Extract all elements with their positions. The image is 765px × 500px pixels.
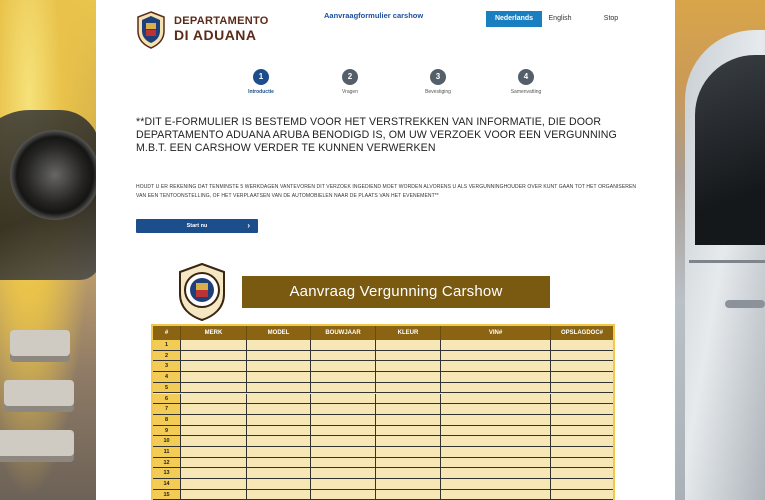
table-cell [551,404,613,414]
table-cell [311,458,376,468]
step-number: 2 [342,69,358,85]
intro-headline: **DIT E-FORMULIER IS BESTEMD VOOR HET VERSTREKKEN VAN INFORMATIE, DIE DOOR DEPARTAMENTO ADUANA ARUBA BENODIGD IS, OM UW VERZOEK VOOR EEN VERGUNNING M.B.T. EEN CARSHOW VERDER TE KUNNEN VERWERKEN [136,116,617,154]
table-cell [441,490,551,500]
column-header: # [153,326,181,340]
table-cell [376,383,441,393]
table-cell [376,490,441,500]
table-cell [376,351,441,361]
table-cell [551,383,613,393]
table-cell [376,468,441,478]
row-number: 6 [153,394,181,404]
row-number: 10 [153,436,181,446]
step-number: 3 [430,69,446,85]
table-cell [441,458,551,468]
brand-line2: DI ADUANA [174,27,257,43]
row-number: 13 [153,468,181,478]
row-number: 5 [153,383,181,393]
table-cell [441,361,551,371]
table-header [153,326,613,340]
table-cell [376,426,441,436]
table-cell [181,458,247,468]
step-label: Vragen [342,89,358,95]
table-cell [311,383,376,393]
brand-name [174,15,269,43]
table-row [153,404,613,415]
table-cell [441,340,551,350]
customs-logo-icon [136,11,166,49]
table-cell [551,372,613,382]
column-header: MODEL [247,326,311,340]
table-cell [247,426,311,436]
table-cell [311,372,376,382]
table-cell [181,383,247,393]
row-number: 8 [153,415,181,425]
row-number: 9 [153,426,181,436]
table-cell [551,361,613,371]
stop-link[interactable]: Stop [603,15,619,22]
start-button[interactable] [136,219,258,233]
table-row [153,490,613,500]
column-header: KLEUR [376,326,441,340]
table-cell [311,447,376,457]
table-cell [247,383,311,393]
table-row [153,351,613,362]
car-window-shape [695,55,765,245]
step-label: Samenvatting [510,89,542,95]
car-trim-line [689,260,765,263]
row-number: 1 [153,340,181,350]
table-cell [551,351,613,361]
table-cell [247,479,311,489]
table-row [153,372,613,383]
table-cell [181,361,247,371]
table-cell [441,383,551,393]
step-bevestiging[interactable] [408,69,468,95]
intro-note: HOUDT U ER REKENING DAT TENMINSTE 5 WERKDAGEN VANTEVOREN DIT VERZOEK INGEDIEND MOET WORDEN ALVORENS U ALS VERGUNNINGHOUDER OVER KUNT GAAN TOT HET ORGANISEREN VAN EEN TENTOONSTELLING, OF HET VERPLAATSEN VAN DE AUTOMOBIELEN NAAR DE PLAATS VAN HET EVENEMENT** [136,184,637,199]
row-number: 12 [153,458,181,468]
step-number: 4 [518,69,534,85]
language-button-en[interactable]: English [548,15,572,22]
parking-curb [4,380,74,406]
table-row [153,340,613,351]
table-cell [247,404,311,414]
chevron-right-icon: › [247,221,250,230]
table-cell [551,340,613,350]
table-cell [376,479,441,489]
column-header: BOUWJAAR [311,326,376,340]
table-cell [311,340,376,350]
table-cell [376,404,441,414]
page-content [96,0,675,500]
wheel-shape [10,130,96,220]
parking-curb [10,330,70,356]
table-cell [311,394,376,404]
table-cell [311,479,376,489]
table-cell [551,458,613,468]
row-number: 15 [153,490,181,500]
step-vragen[interactable] [320,69,380,95]
table-cell [247,458,311,468]
table-cell [551,415,613,425]
start-button-label: Start nu [186,223,208,229]
table-cell [551,447,613,457]
table-cell [247,361,311,371]
table-row [153,436,613,447]
table-cell [311,426,376,436]
table-cell [376,458,441,468]
table-cell [311,490,376,500]
table-cell [441,479,551,489]
table-row [153,447,613,458]
table-cell [441,415,551,425]
brand-line1: DEPARTAMENTO [174,15,269,27]
column-header: MERK [181,326,247,340]
table-row [153,468,613,479]
table-row [153,415,613,426]
table-cell [247,447,311,457]
table-cell [441,372,551,382]
table-cell [181,404,247,414]
step-samenvatting[interactable] [496,69,556,95]
table-cell [247,351,311,361]
table-cell [551,468,613,478]
table-cell [376,372,441,382]
step-number: 1 [253,69,269,85]
column-header: OPSLAGDOC# [560,330,603,336]
table-cell [441,436,551,446]
vehicle-table [151,324,615,500]
form-banner-title: Aanvraag Vergunning Carshow [242,276,550,308]
table-row [153,458,613,469]
table-cell [551,436,613,446]
table-cell [441,426,551,436]
table-cell [376,394,441,404]
table-cell [181,436,247,446]
table-cell [181,351,247,361]
row-number: 14 [153,479,181,489]
car-door-handle [725,300,765,308]
table-cell [311,436,376,446]
customs-seal-icon [176,262,228,322]
row-number: 4 [153,372,181,382]
language-button-nl[interactable]: Nederlands [486,11,542,27]
column-header: VIN# [441,326,551,340]
background-image-left [0,0,96,500]
table-cell [441,394,551,404]
table-cell [441,468,551,478]
table-cell [247,340,311,350]
parking-curb [0,430,74,456]
table-cell [311,404,376,414]
table-cell [551,490,613,500]
table-cell [376,436,441,446]
table-cell [311,415,376,425]
table-row [153,383,613,394]
table-cell [551,426,613,436]
row-number: 11 [153,447,181,457]
table-cell [551,394,613,404]
table-row [153,479,613,490]
table-cell [181,372,247,382]
table-cell [181,447,247,457]
row-number: 7 [153,404,181,414]
table-cell [441,404,551,414]
table-cell [247,372,311,382]
table-cell [311,468,376,478]
table-cell [181,426,247,436]
form-title: Aanvraagformulier carshow [324,11,424,20]
table-cell [311,351,376,361]
table-cell [441,351,551,361]
step-label: Bevestiging [425,89,451,95]
table-row [153,394,613,405]
table-row [153,361,613,372]
table-cell [247,394,311,404]
table-cell [376,340,441,350]
table-cell [181,394,247,404]
table-cell [181,415,247,425]
table-cell [376,447,441,457]
step-introductie[interactable] [231,69,291,95]
table-cell [247,436,311,446]
table-cell [376,361,441,371]
table-cell [247,415,311,425]
table-cell [311,361,376,371]
table-row [153,426,613,437]
table-cell [181,490,247,500]
table-cell [181,479,247,489]
table-cell [181,340,247,350]
table-cell [247,468,311,478]
background-image-right [675,0,765,500]
table-cell [551,479,613,489]
row-number: 3 [153,361,181,371]
table-cell [181,468,247,478]
table-cell [441,447,551,457]
step-label: Introductie [248,89,274,95]
table-cell [247,490,311,500]
table-cell [376,415,441,425]
row-number: 2 [153,351,181,361]
